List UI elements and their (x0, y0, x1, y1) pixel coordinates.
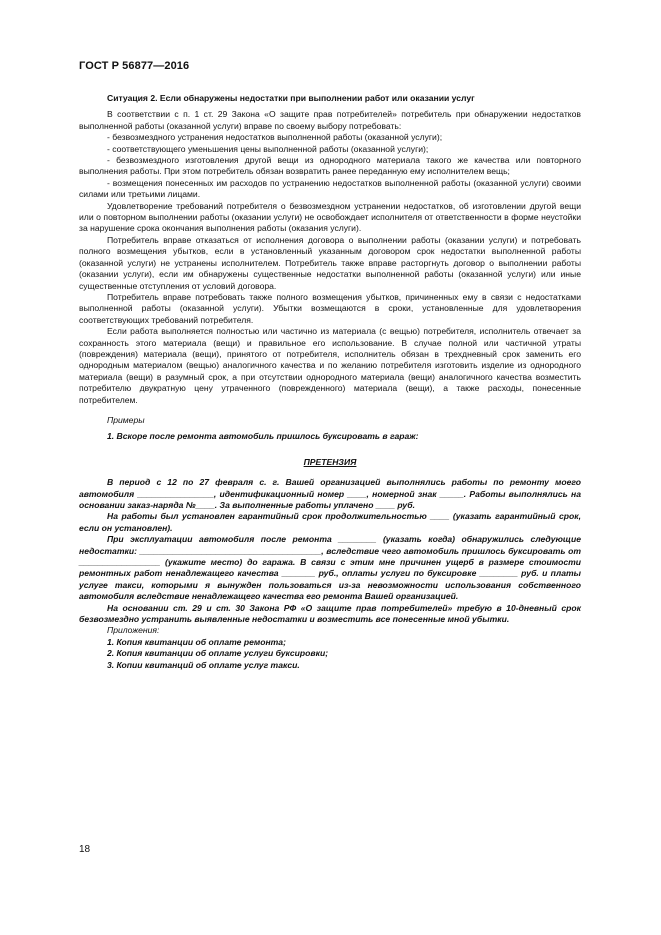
page-content (79, 93, 581, 671)
document-code-header: ГОСТ Р 56877—2016 (79, 60, 190, 72)
paragraph-law-article-29: В соответствии с п. 1 ст. 29 Закона «О защите прав потребителей» потребитель при обнаружении недостатков выполненной работы (оказанной услуги) вправе по своему выбору потребовать: (79, 109, 581, 131)
example-1-heading: 1. Вскоре после ремонта автомобиль пришлось буксировать в гараж: (107, 431, 419, 442)
attachment-item: 1. Копия квитанции об оплате ремонта; (107, 636, 286, 647)
paragraph-damages: Потребитель вправе потребовать также полного возмещения убытков, причиненных ему в связи с недостатками выполненной работы (оказанной услуги). Убытки возмещаются в сроки, установленные для удовлетворения соответствующих требований потребителя. (79, 291, 581, 325)
list-item-new-item: - безвозмездного изготовления другой вещи из однородного материала такого же качества или повторного выполнения работы. При этом потребитель обязан возвратить ранее переданную ему исполнителем вещь; (79, 155, 581, 177)
claim-paragraph-demand: На основании ст. 29 и ст. 30 Закона РФ «О защите прав потребителей» требую в 10-дневный срок безвозмездно устранить выявленные недостатки и возместить все понесенные мной убытки. (79, 602, 581, 625)
list-item-expense-refund: - возмещения понесенных им расходов по устранению недостатков выполненной работы (оказанной услуги) своими силами или третьими лицами. (79, 177, 581, 200)
claim-paragraph-warranty: На работы был установлен гарантийный срок продолжительностью ____ (указать гарантийный срок, если он установлен). (79, 511, 581, 533)
claim-paragraph-repair-period: В период с 12 по 27 февраля с. г. Вашей организацией выполнялись работы по ремонту моего автомобиля ________________, идентификационный номер ____, номерной знак _____. Работы выполнялись на основании заказ-наряда №____. За выполненные работы уплачено ____ руб. (79, 477, 581, 510)
attachment-item: 3. Копии квитанций об оплате услуг такси. (107, 659, 300, 670)
paragraph-penalty: Удовлетворение требований потребителя о безвозмездном устранении недостатков, об изготовлении другой вещи или о повторном выполнении работы (оказании услуги) не освобождает исполнителя от ответственности в форме неустойки за нарушение срока окончания выполнения работы (оказания услуги). (79, 200, 581, 234)
page-number: 18 (79, 844, 91, 855)
list-item-free-elimination: - безвозмездного устранения недостатков выполненной работы (оказанной услуги); (107, 132, 443, 143)
claim-title: ПРЕТЕНЗИЯ (303, 456, 357, 467)
attachments-label: Приложения: (107, 625, 160, 636)
list-item-price-reduction: - соответствующего уменьшения цены выполненной работы (оказанной услуги); (107, 143, 429, 154)
attachment-item: 2. Копия квитанции об оплате услуги буксировки; (107, 648, 329, 659)
paragraph-contract-refusal: Потребитель вправе отказаться от исполнения договора о выполнении работы (оказании услуги) и потребовать полного возмещения убытков, если в установленный указанным договором срок недостатки выполненной работы (оказанной услуги) не устранены исполнителем. Потребитель также вправе расторгнуть договор о выполнении работы (оказании услуги), если им обнаружены существенные недостатки выполненной работы (оказанной услуги) или иные существенные отступления от условий договора. (79, 234, 581, 291)
claim-paragraph-defects: При эксплуатации автомобиля после ремонта ________ (указать когда) обнаружились следующие недостатки: ______________________________________, вследствие чего автомобиль пришлось буксировать от _________________ (укажите место) до гаража. В связи с этим мне причинен ущерб в размере стоимости ремонтных работ ненадлежащего качества _______ руб., оплаты услуги по буксировке ________ руб. и платы услуге такси, которыми я вынужден пользоваться из-за невозможности использования собственного автомобиля вследствие ненадлежащего качества его ремонта Вашей организацией. (79, 534, 581, 602)
examples-label: Примеры (107, 414, 145, 425)
paragraph-consumer-material: Если работа выполняется полностью или частично из материала (с вещью) потребителя, исполнитель отвечает за сохранность этого материала (вещи) и правильное его использование. В случае полной или частичной утраты (повреждения) материала (вещи), принятого от потребителя, исполнитель обязан в трехдневный срок заменить его однородным материалом (вещью) аналогичного качества и по желанию потребителя изготовить изделие из однородного материала (вещи) в разумный срок, а при отсутствии однородного материала (вещи) аналогичного качества возместить потребителю двукратную цену утраченного (поврежденного) материала (вещи), а также расходы, понесенные потребителем. (79, 326, 581, 405)
situation-title: Ситуация 2. Если обнаружены недостатки при выполнении работ или оказании услуг (107, 93, 475, 103)
